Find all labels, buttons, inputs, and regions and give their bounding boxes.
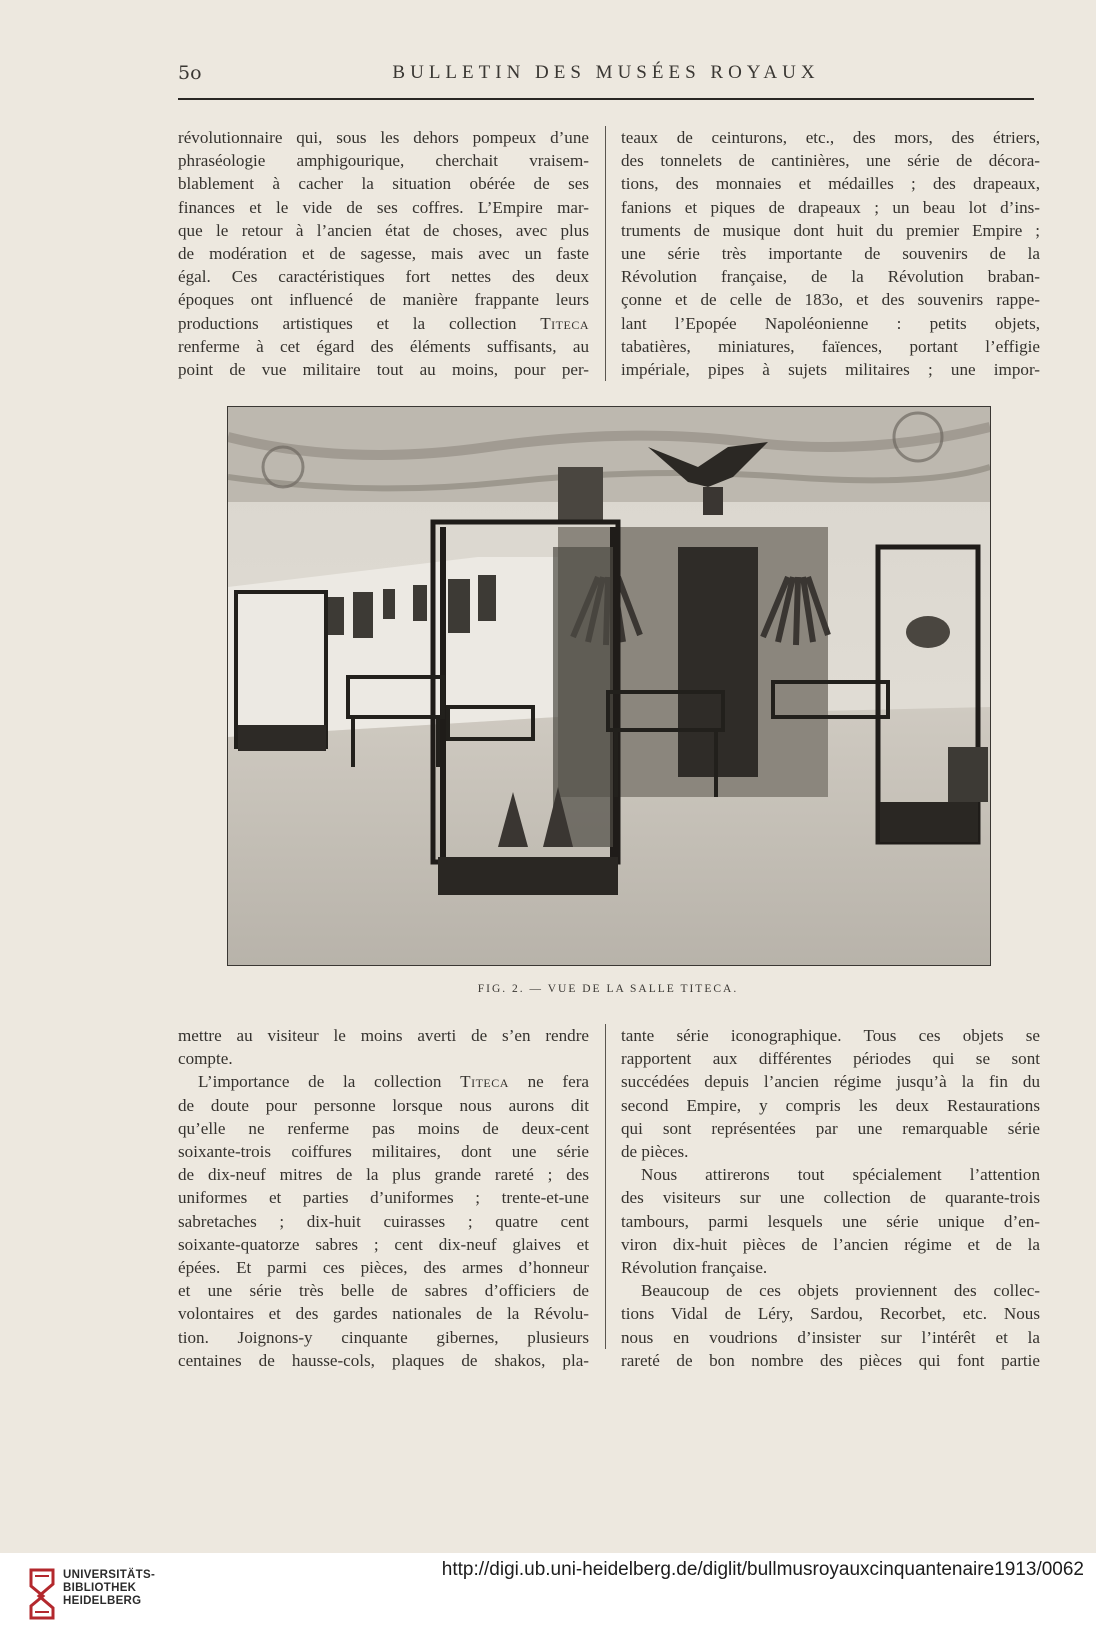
column-rule <box>605 126 606 381</box>
text-line: lant l’Epopée Napoléonienne : petits objets, <box>621 313 1040 333</box>
text-line: second Empire, y compris les deux Restaurations <box>621 1095 1040 1115</box>
text-fragment: ne fera <box>508 1072 589 1092</box>
text-line: tabatières, miniatures, faïences, portant l’effigie <box>621 336 1040 356</box>
text-line: mettre au visiteur le moins averti de s’en rendre <box>178 1026 589 1045</box>
text-line: Révolution française. <box>621 1258 768 1278</box>
bottom-right-column <box>621 1024 1040 1372</box>
collection-name: Titeca <box>540 313 589 333</box>
text-fragment: L’importance de la collection <box>198 1072 461 1092</box>
text-line: de doute pour personne lorsque nous aurons dit <box>178 1095 589 1115</box>
library-logo-text <box>63 1569 155 1608</box>
museum-room-photograph <box>227 406 991 966</box>
text-line: des tonnelets de cantinières, une série de décora- <box>621 151 1040 171</box>
text-line: épées. Et parmi ces pièces, des armes d’honneur <box>178 1258 589 1278</box>
text-line: uniformes et parties d’uniformes ; trente-et-une <box>178 1188 589 1208</box>
text-line: compte. <box>178 1049 233 1069</box>
text-line <box>178 312 589 335</box>
page-number: 5o <box>178 62 202 84</box>
text-line: tambours, parmi lesquels une série unique d’en- <box>621 1211 1040 1231</box>
library-logo-icon <box>27 1566 57 1622</box>
text-line: révolutionnaire qui, sous les dehors pompeux d’une <box>178 128 589 147</box>
column-rule <box>605 1024 606 1349</box>
text-line: soixante-trois coiffures militaires, dont une série <box>178 1142 589 1162</box>
text-line: phraséologie amphigourique, cherchait vraisem- <box>178 151 589 171</box>
text-line: qui sont représentées par une remarquable série <box>621 1118 1040 1138</box>
text-line <box>178 1070 589 1093</box>
text-line: de modération et de sagesse, mais avec un faste <box>178 244 589 264</box>
page-header <box>178 58 1034 100</box>
running-title: BULLETIN DES MUSÉES ROYAUX <box>392 62 820 83</box>
text-line: une série très importante de souvenirs de la <box>621 244 1040 264</box>
text-line: centaines de hausse-cols, plaques de shakos, pla- <box>178 1350 589 1370</box>
text-line: teaux de ceinturons, etc., des mors, des étriers, <box>621 128 1040 147</box>
text-line: rapportent aux différentes périodes qui se sont <box>621 1049 1040 1069</box>
text-line: fanions et piques de drapeaux ; un beau lot d’ins- <box>621 197 1040 217</box>
permalink-url[interactable]: http://digi.ub.uni-heidelberg.de/diglit/bullmusroyauxcinquantenaire1913/0062 <box>441 1559 1084 1580</box>
text-line: que le retour à l’ancien état de choses, avec plus <box>178 220 589 240</box>
text-line: nous en voudrions d’insister sur l’intérêt et la <box>621 1327 1040 1347</box>
text-line: succédées depuis l’ancien régime jusqu’à la fin du <box>621 1072 1040 1092</box>
text-fragment: productions artistiques et la collection <box>178 313 541 333</box>
text-line: tions Vidal de Léry, Sardou, Recorbet, etc. Nous <box>621 1304 1040 1324</box>
text-line: tion. Joignons-y cinquante gibernes, plusieurs <box>178 1327 589 1347</box>
logo-line: BIBLIOTHEK <box>63 1582 137 1594</box>
text-line: soixante-quatorze sabres ; cent dix-neuf glaives et <box>178 1234 589 1254</box>
text-line: de dix-neuf mitres de la plus grande rareté ; des <box>178 1165 589 1185</box>
text-line: et une série très belle de sabres d’officiers de <box>178 1281 589 1301</box>
text-line: Révolution française, de la Révolution braban- <box>621 267 1040 287</box>
text-line: égal. Ces caractéristiques fort nettes des deux <box>178 267 589 287</box>
text-line: çonne et de celle de 183o, et des souvenirs rappe- <box>621 290 1040 310</box>
text-line: truments de musique dont huit du premier Empire ; <box>621 220 1040 240</box>
text-line: qu’elle ne renferme pas moins de deux-cent <box>178 1118 589 1138</box>
text-line: tions, des monnaies et médailles ; des drapeaux, <box>621 174 1040 194</box>
top-right-column <box>621 126 1040 381</box>
text-line: de pièces. <box>621 1142 689 1162</box>
text-line: volontaires et des gardes nationales de la Révolu- <box>178 1304 589 1324</box>
bottom-left-column <box>178 1024 589 1372</box>
text-line: viron dix-huit pièces de l’ancien régime et de la <box>621 1234 1040 1254</box>
text-line: tante série iconographique. Tous ces objets se <box>621 1026 1040 1045</box>
text-line: point de vue militaire tout au moins, pour per- <box>178 360 589 380</box>
figure-caption: FIG. 2. — VUE DE LA SALLE TITECA. <box>477 983 739 995</box>
text-line: des visiteurs sur une collection de quarante-trois <box>621 1188 1040 1208</box>
text-line: blablement à cacher la situation obérée de ses <box>178 174 589 194</box>
text-line: rareté de bon nombre des pièces qui font partie <box>621 1350 1040 1370</box>
text-line: finances et le vide de ses coffres. L’Empire mar- <box>178 197 589 217</box>
collection-name: Titeca <box>460 1072 509 1092</box>
text-line: époques ont influencé de manière frappante leurs <box>178 290 589 310</box>
top-left-column <box>178 126 589 381</box>
logo-line: UNIVERSITÄTS- <box>63 1569 156 1581</box>
logo-line: HEIDELBERG <box>63 1595 142 1607</box>
text-line: Beaucoup de ces objets proviennent des collec- <box>641 1281 1040 1301</box>
text-line: impériale, pipes à sujets militaires ; une impor- <box>621 360 1040 380</box>
text-line: renferme à cet égard des éléments suffisants, au <box>178 336 589 356</box>
text-line: Nous attirerons tout spécialement l’attention <box>641 1165 1040 1185</box>
text-line: sabretaches ; dix-huit cuirasses ; quatre cent <box>178 1211 589 1231</box>
photograph-drawing <box>228 407 990 965</box>
